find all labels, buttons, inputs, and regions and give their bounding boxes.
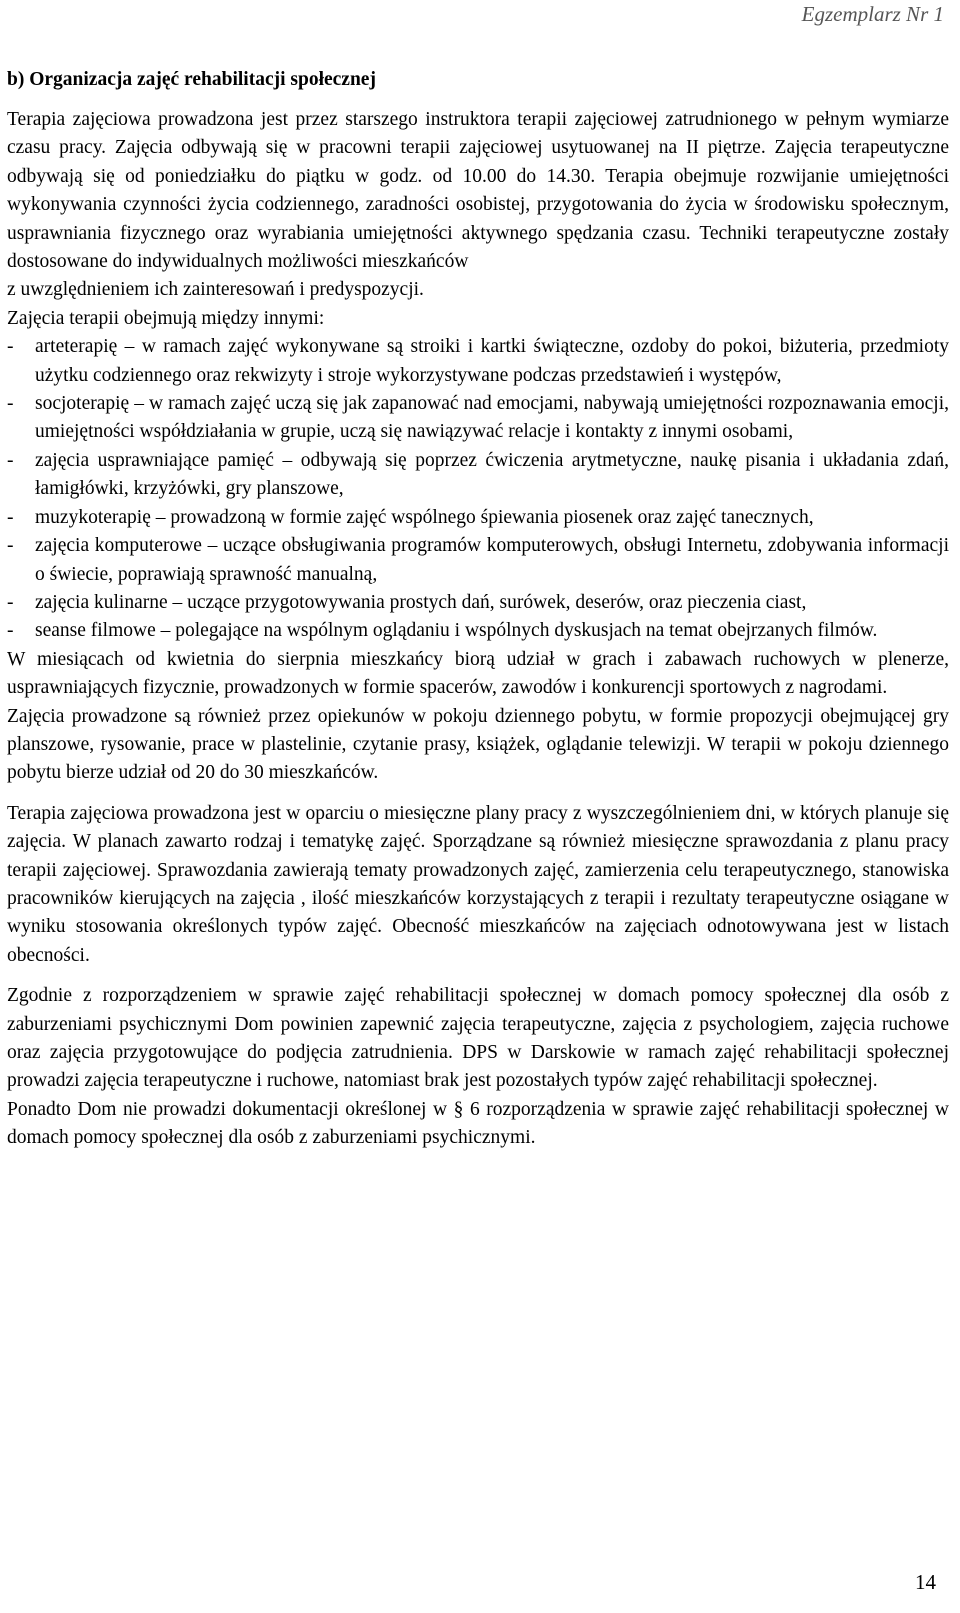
paragraph-regulation-compliance: Zgodnie z rozporządzeniem w sprawie zajęć rehabilitacji społecznej w domach pomocy społecznej dla osób z zaburzeniami psychicznymi Dom powinien zapewnić zajęcia terapeutyczne, zajęcia z psychologiem, zajęcia ruchowe oraz zajęcia przygotowujące do podjęcia zatrudnienia. DPS w Darskowie w ramach zajęć rehabilitacji społecznej prowadzi zajęcia terapeutyczne i ruchowe, natomiast brak jest pozostałych typów zajęć rehabilitacji społecznej. xyxy=(7,985,949,1092)
list-item-socio-therapy: - socjoterapię – w ramach zajęć uczą się jak zapanować nad emocjami, nabywają umiejętności rozpoznawania emocji, umiejętności współdziałania w grupie, uczą się nawiązywać relacje i kontakty z innymi osobami, xyxy=(7,390,949,447)
list-item-computer-classes: - zajęcia komputerowe – uczące obsługiwania programów komputerowych, obsługi Internetu, zdobywania informacji o świecie, poprawiają sprawność manualną, xyxy=(7,532,949,589)
list-item-art-therapy: - arteterapię – w ramach zajęć wykonywane są stroiki i kartki świąteczne, ozdoby do pokoi, biżuteria, przedmioty użytku codziennego oraz rekwizyty i stroje wykorzystywane podczas przedstawień i występów, xyxy=(7,333,949,390)
section-heading: b) Organizacja zajęć rehabilitacji społecznej xyxy=(7,69,376,90)
paragraph-day-room: Zajęcia prowadzone są również przez opiekunów w pokoju dziennego pobytu, w formie propozycji obejmującej gry planszowe, rysowanie, prace w plastelinie, czytanie prasy, książek, oglądanie telewizji. W terapii w pokoju dziennego pobytu bierze udział od 20 do 30 mieszkańców. xyxy=(7,705,949,784)
document-body xyxy=(7,66,949,1153)
list-item-film-sessions: - seanse filmowe – polegające na wspólnym oglądaniu i wspólnych dyskusjach na temat obejrzanych filmów. xyxy=(7,617,949,645)
paragraph-therapy-organization: Terapia zajęciowa prowadzona jest przez starszego instruktora terapii zajęciowej zatrudnionego w pełnym wymiarze czasu pracy. Zajęcia odbywają się w pracowni terapii zajęciowej usytuowanej na II piętrze. Zajęcia terapeutyczne odbywają się od poniedziałku do piątku w godz. od 10.00 do 14.30. Terapia obejmuje rozwijanie umiejętności wykonywania czynności życia codziennego, zaradności osobistej, przygotowania do życia w środowisku społecznym, usprawniania fizycznego oraz wyrabiania umiejętności aktywnego spędzania czasu. Techniki terapeutyczne zostały dostosowane do indywidualnych możliwości mieszkańców xyxy=(7,109,949,273)
page-number: 14 xyxy=(915,1570,936,1594)
paragraph-monthly-plans: Terapia zajęciowa prowadzona jest w oparciu o miesięczne plany pracy z wyszczególnieniem dni, w których planuje się zajęcia. W planach zawarto rodzaj i tematykę zajęć. Sporządzane są również miesięczne sprawozdania z planu pracy terapii zajęciowej. Sprawozdania zawierają tematy prowadzonych zajęć, zamierzenia celu terapeutycznego, stanowiska pracowników kierujących na zajęcia , ilość mieszkańców korzystających z terapii i rezultaty terapeutyczne osiągane w wyniku stosowania określonych typów zajęć. Obecność mieszkańców na zajęciach odnotowywana jest w listach obecności. xyxy=(7,802,949,966)
paragraph-documentation: Ponadto Dom nie prowadzi dokumentacji określonej w § 6 rozporządzenia w sprawie zajęć rehabilitacji społecznej w domach pomocy społecznej dla osób z zaburzeniami psychicznymi. xyxy=(7,1098,949,1149)
list-item-memory-training: - zajęcia usprawniające pamięć – odbywają się poprzez ćwiczenia arytmetyczne, naukę pisania i układania zdań, łamigłówki, krzyżówki, gry planszowe, xyxy=(7,447,949,504)
paragraph-outdoor-games: W miesiącach od kwietnia do sierpnia mieszkańcy biorą udział w grach i zabawach ruchowych w plenerze, usprawniających fizycznie, prowadzonych w formie spacerów, zawodów i konkurencji sportowych z nagrodami. xyxy=(7,648,949,699)
list-item-cooking-classes: - zajęcia kulinarne – uczące przygotowywania prostych dań, surówek, deserów, oraz pieczenia ciast, xyxy=(7,589,949,617)
document-copy-label: Egzemplarz Nr 1 xyxy=(801,2,944,26)
therapy-types-list xyxy=(7,333,949,645)
paragraph-therapy-organization-cont: z uwzględnieniem ich zainteresowań i predyspozycji. xyxy=(7,279,424,301)
list-item-music-therapy: - muzykoterapię – prowadzoną w formie zajęć wspólnego śpiewania piosenek oraz zajęć tanecznych, xyxy=(7,504,949,532)
list-intro: Zajęcia terapii obejmują między innymi: xyxy=(7,307,325,329)
